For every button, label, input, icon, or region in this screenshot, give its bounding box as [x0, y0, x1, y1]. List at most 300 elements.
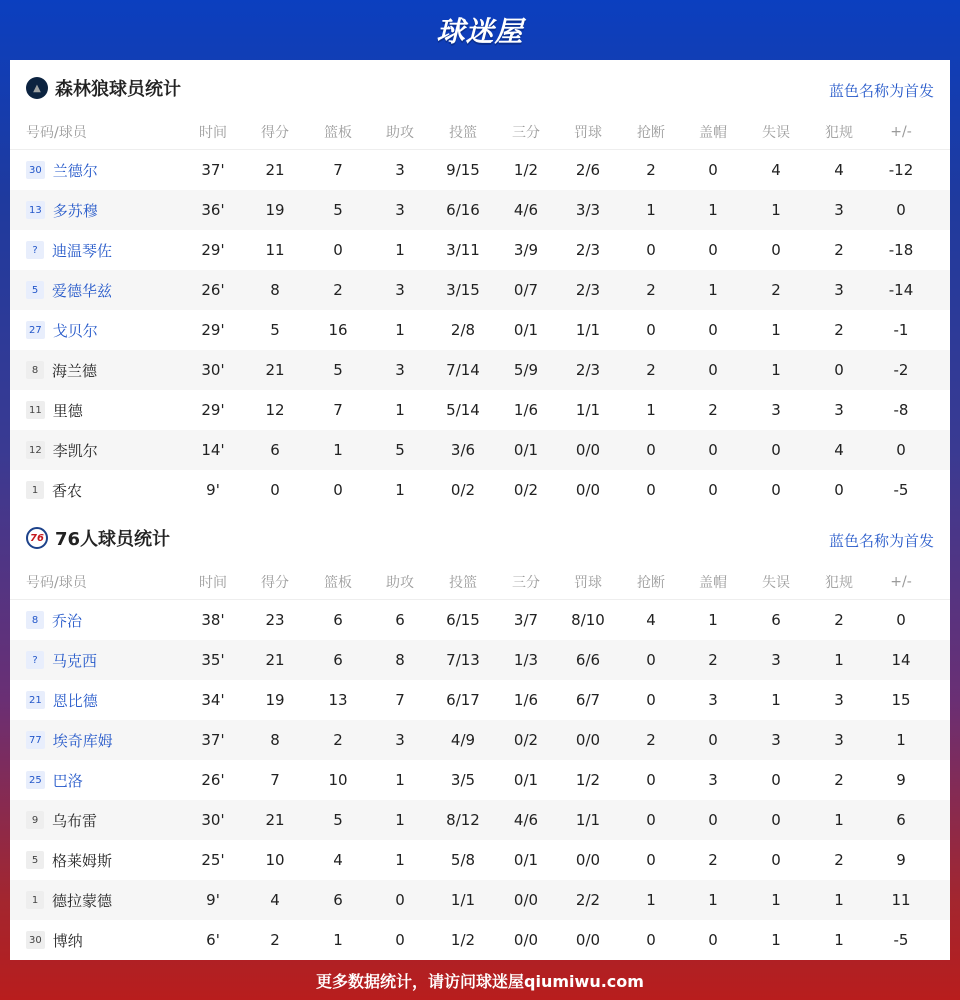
jersey-number-badge: 21 [26, 691, 45, 709]
stat-cell: 2 [646, 361, 656, 379]
team-section-sixers [10, 510, 950, 960]
stat-cell: 0 [646, 851, 656, 869]
player-name: 格莱姆斯 [52, 851, 113, 870]
stat-cell: 3 [771, 651, 781, 669]
player-row[interactable] [10, 150, 950, 190]
stat-cell: 0/0 [513, 931, 539, 949]
stat-cell: 7 [395, 691, 405, 709]
stat-cell: 1/6 [513, 401, 539, 419]
stat-cell: 1 [395, 241, 405, 259]
stat-cell: 11 [891, 891, 911, 909]
stat-cell: 0/1 [513, 321, 539, 339]
stat-cell: 8 [270, 281, 280, 299]
stat-cell: 0 [708, 321, 718, 339]
player-rows [10, 150, 950, 510]
stat-cell: 2 [270, 931, 280, 949]
player-name[interactable]: 迪温琴佐 [52, 241, 113, 260]
stat-cell: 1/1 [575, 401, 601, 419]
player-name[interactable]: 戈贝尔 [52, 321, 98, 340]
stat-cell: 1 [395, 811, 405, 829]
player-row[interactable] [10, 390, 950, 430]
stat-cell: 0/0 [575, 441, 601, 459]
stat-cell: 29' [201, 241, 225, 259]
stat-cell: 2 [333, 731, 343, 749]
stat-cell: 0 [708, 361, 718, 379]
stat-cell: 1 [395, 851, 405, 869]
player-row[interactable] [10, 640, 950, 680]
stat-cell: 0 [834, 361, 844, 379]
stat-cell: 1 [708, 891, 718, 909]
column-header: 罚球 [574, 125, 602, 141]
starter-note: 蓝色名称为首发 [828, 532, 934, 550]
player-name[interactable]: 马克西 [52, 651, 98, 670]
column-header: 投篮 [449, 575, 477, 591]
stat-cell: 0 [646, 441, 656, 459]
stat-cell: 0 [646, 481, 656, 499]
stat-cell: 3/6 [450, 441, 476, 459]
player-name[interactable]: 爱德华兹 [52, 281, 113, 300]
jersey-number-badge: 5 [26, 281, 44, 299]
stat-cell: 0 [270, 481, 280, 499]
player-cell [26, 880, 196, 920]
stat-cell: 4 [834, 161, 844, 179]
stat-cell: 0 [646, 321, 656, 339]
stat-cell: 1 [834, 651, 844, 669]
sixers-logo-icon: 76 [26, 527, 48, 549]
stat-cell: 35' [201, 651, 225, 669]
stat-cell: 3 [395, 731, 405, 749]
jersey-number-badge: 27 [26, 321, 45, 339]
column-header: 罚球 [574, 575, 602, 591]
stat-cell: 9/15 [446, 161, 480, 179]
stat-cell: 0 [896, 611, 906, 629]
stat-cell: 1/1 [450, 891, 476, 909]
player-cell [26, 800, 196, 840]
stat-cell: 1 [771, 931, 781, 949]
stat-cell: 8/10 [571, 611, 605, 629]
team-title: 76人球员统计 [55, 529, 171, 550]
stat-cell: 36' [201, 201, 225, 219]
player-row[interactable] [10, 880, 950, 920]
player-cell [26, 430, 196, 470]
stat-cell: 14' [201, 441, 225, 459]
stat-cell: 1/2 [575, 771, 601, 789]
stat-cell: 1 [834, 931, 844, 949]
stat-cell: 8 [270, 731, 280, 749]
column-header: 投篮 [449, 125, 477, 141]
player-row[interactable] [10, 680, 950, 720]
stat-cell: 2 [708, 651, 718, 669]
player-name: 博纳 [52, 931, 83, 950]
stat-cell: 0/0 [513, 891, 539, 909]
stat-cell: 1/1 [575, 811, 601, 829]
stat-cell: 2 [646, 161, 656, 179]
stat-cell: 0 [896, 441, 906, 459]
stat-cell: 3 [834, 201, 844, 219]
stat-cell: 0 [646, 651, 656, 669]
stat-cell: 21 [265, 811, 285, 829]
stat-cell: 6 [333, 611, 343, 629]
player-cell [26, 230, 196, 270]
stat-cell: 9 [896, 851, 906, 869]
player-row[interactable] [10, 270, 950, 310]
stat-cell: 5 [333, 201, 343, 219]
stat-cell: 1/1 [575, 321, 601, 339]
stat-cell: 6 [333, 651, 343, 669]
stat-cell: -18 [888, 241, 914, 259]
stat-cell: 0 [333, 481, 343, 499]
stat-cell: 13 [328, 691, 348, 709]
stat-cell: 37' [201, 161, 225, 179]
team-title: 森林狼球员统计 [55, 79, 181, 100]
player-name[interactable]: 埃奇库姆 [52, 731, 113, 750]
jersey-number-badge: 5 [26, 851, 44, 869]
stat-cell: 2 [834, 611, 844, 629]
stat-cell: 3 [834, 281, 844, 299]
column-header: 抢断 [637, 575, 665, 591]
player-row[interactable] [10, 190, 950, 230]
stat-cell: 4 [646, 611, 656, 629]
stat-cell: 2 [834, 771, 844, 789]
stat-cell: 37' [201, 731, 225, 749]
team-header [10, 510, 950, 565]
stat-cell: 6' [206, 931, 220, 949]
footer-banner [0, 960, 960, 1000]
stat-cell: 4 [270, 891, 280, 909]
stat-cell: 26' [201, 771, 225, 789]
player-name[interactable]: 乔治 [52, 611, 83, 630]
player-name[interactable]: 恩比德 [52, 691, 98, 710]
stat-cell: 26' [201, 281, 225, 299]
stat-cell: 1 [395, 481, 405, 499]
stat-cell: 0/2 [513, 481, 539, 499]
column-header: 犯规 [825, 125, 853, 141]
stat-cell: 2/3 [575, 361, 601, 379]
stat-cell: 0 [896, 201, 906, 219]
stat-cell: 0 [395, 931, 405, 949]
stat-cell: 0 [708, 811, 718, 829]
stat-cell: 3/3 [575, 201, 601, 219]
stat-cell: 4/6 [513, 811, 539, 829]
stat-cell: 6/7 [575, 691, 601, 709]
stat-cell: 0 [771, 811, 781, 829]
jersey-number-badge: 11 [26, 401, 45, 419]
stat-cell: 6 [270, 441, 280, 459]
jersey-number-badge: 8 [26, 361, 44, 379]
column-header: 篮板 [324, 575, 352, 591]
stat-cell: 1 [646, 401, 656, 419]
column-header: 失误 [762, 575, 790, 591]
player-name[interactable]: 多苏穆 [52, 201, 98, 220]
stat-cell: 0/7 [513, 281, 539, 299]
stat-cell: 3 [395, 161, 405, 179]
stat-cell: 9' [206, 481, 220, 499]
stat-cell: 0/0 [575, 731, 601, 749]
stat-cell: 0 [646, 241, 656, 259]
column-header-player: 号码/球员 [26, 575, 87, 591]
stat-cell: 3/9 [513, 241, 539, 259]
player-cell [26, 840, 196, 880]
column-header: 抢断 [637, 125, 665, 141]
stat-cell: 8 [395, 651, 405, 669]
stat-cell: 15 [891, 691, 911, 709]
stat-cell: 0 [708, 441, 718, 459]
stat-cell: -14 [888, 281, 914, 299]
stat-cell: 0 [646, 691, 656, 709]
jersey-number-badge: 13 [26, 201, 45, 219]
column-header: +/- [890, 124, 912, 140]
stat-cell: 7 [333, 401, 343, 419]
stat-cell: 1 [771, 321, 781, 339]
stat-cell: 0 [771, 771, 781, 789]
stat-cell: 0/0 [575, 931, 601, 949]
player-cell [26, 310, 196, 350]
column-header: +/- [890, 574, 912, 590]
jersey-number-badge: 25 [26, 771, 45, 789]
stat-cell: 0 [708, 481, 718, 499]
stat-cell: 19 [265, 201, 285, 219]
stat-cell: 3/11 [446, 241, 480, 259]
player-row[interactable] [10, 350, 950, 390]
player-row[interactable] [10, 230, 950, 270]
player-row[interactable] [10, 920, 950, 960]
stat-cell: 1/6 [513, 691, 539, 709]
stat-cell: 2 [646, 281, 656, 299]
stat-cell: 0/1 [513, 771, 539, 789]
stat-cell: 7/13 [446, 651, 480, 669]
stat-cell: -8 [893, 401, 909, 419]
team-header [10, 60, 950, 115]
player-row[interactable] [10, 310, 950, 350]
stat-cell: 6/16 [446, 201, 480, 219]
stat-cell: 0 [771, 241, 781, 259]
stat-cell: 1 [896, 731, 906, 749]
top-bar [0, 0, 960, 60]
column-header: 犯规 [825, 575, 853, 591]
stat-cell: 0/0 [575, 851, 601, 869]
stat-cell: 3 [395, 361, 405, 379]
stat-cell: 1 [834, 811, 844, 829]
stat-cell: 2/2 [575, 891, 601, 909]
player-cell [26, 600, 196, 640]
stat-cell: 1 [771, 201, 781, 219]
stat-cell: 5/9 [513, 361, 539, 379]
jersey-number-badge: 30 [26, 931, 45, 949]
stat-cell: 0 [646, 811, 656, 829]
stat-cell: 3 [708, 771, 718, 789]
stat-cell: 25' [201, 851, 225, 869]
stat-cell: 4 [771, 161, 781, 179]
stat-cell: 1 [708, 611, 718, 629]
stat-cell: 1 [395, 771, 405, 789]
stat-cell: 3/5 [450, 771, 476, 789]
stat-cell: 5/14 [446, 401, 480, 419]
stat-cell: 2 [646, 731, 656, 749]
player-cell [26, 270, 196, 310]
player-rows [10, 600, 950, 960]
stat-cell: 6 [333, 891, 343, 909]
stat-cell: 1 [646, 201, 656, 219]
player-cell [26, 470, 196, 510]
stat-cell: 3 [834, 691, 844, 709]
stat-cell: 1 [395, 401, 405, 419]
player-row[interactable] [10, 430, 950, 470]
player-cell [26, 720, 196, 760]
stat-cell: 2 [771, 281, 781, 299]
stat-cell: 2 [834, 851, 844, 869]
stat-cell: 29' [201, 401, 225, 419]
stat-cell: 11 [265, 241, 285, 259]
stat-cell: -12 [888, 161, 914, 179]
player-row[interactable] [10, 600, 950, 640]
player-row[interactable] [10, 800, 950, 840]
player-name: 乌布雷 [52, 811, 98, 830]
stat-cell: 10 [265, 851, 285, 869]
stat-cell: -1 [893, 321, 909, 339]
stat-cell: 23 [265, 611, 285, 629]
jersey-number-badge: 8 [26, 611, 44, 629]
player-row[interactable] [10, 720, 950, 760]
player-name[interactable]: 兰德尔 [52, 161, 98, 180]
starter-note: 蓝色名称为首发 [828, 82, 934, 100]
stat-cell: 1 [771, 891, 781, 909]
jersey-number-badge: ? [26, 241, 44, 259]
stat-cell: 6 [896, 811, 906, 829]
stat-cell: 2/3 [575, 281, 601, 299]
stat-cell: 3 [771, 731, 781, 749]
team-section-timberwolves [10, 60, 950, 510]
stat-cell: 1 [708, 281, 718, 299]
stat-cell: 0 [646, 771, 656, 789]
stat-cell: 0 [771, 851, 781, 869]
stat-cell: -5 [893, 481, 909, 499]
player-name: 里德 [52, 401, 83, 420]
player-name[interactable]: 巴洛 [52, 771, 83, 790]
player-cell [26, 150, 196, 190]
stat-cell: 1/2 [450, 931, 476, 949]
column-header: 得分 [261, 575, 289, 591]
stat-cell: 12 [265, 401, 285, 419]
stat-cell: 14 [891, 651, 911, 669]
stat-cell: 0 [708, 931, 718, 949]
stat-cell: 16 [328, 321, 348, 339]
stat-cell: -2 [893, 361, 909, 379]
stat-cell: 3/7 [513, 611, 539, 629]
stat-cell: 2/8 [450, 321, 476, 339]
stat-cell: 1 [395, 321, 405, 339]
jersey-number-badge: 77 [26, 731, 45, 749]
column-header: 时间 [199, 575, 227, 591]
stat-cell: 1/2 [513, 161, 539, 179]
stat-cell: 4 [834, 441, 844, 459]
player-cell [26, 920, 196, 960]
stat-cell: 6/6 [575, 651, 601, 669]
player-cell [26, 760, 196, 800]
stat-cell: 2 [333, 281, 343, 299]
stat-cell: 3 [708, 691, 718, 709]
stat-cell: 5 [395, 441, 405, 459]
column-header: 失误 [762, 125, 790, 141]
timberwolves-logo-icon: ▲ [26, 77, 48, 99]
player-cell [26, 680, 196, 720]
player-cell [26, 390, 196, 430]
stat-cell: 3 [834, 731, 844, 749]
stat-cell: 0 [646, 931, 656, 949]
column-header: 时间 [199, 125, 227, 141]
player-cell [26, 350, 196, 390]
stat-cell: 4/6 [513, 201, 539, 219]
stat-cell: 7 [270, 771, 280, 789]
jersey-number-badge: 1 [26, 891, 44, 909]
player-name: 李凯尔 [52, 441, 98, 460]
stat-cell: 2 [834, 241, 844, 259]
stats-panel [10, 60, 950, 960]
jersey-number-badge: 30 [26, 161, 45, 179]
stat-cell: 0/1 [513, 851, 539, 869]
stat-cell: 1 [834, 891, 844, 909]
column-header: 助攻 [386, 125, 414, 141]
stat-cell: 19 [265, 691, 285, 709]
table-header [10, 115, 950, 150]
player-cell [26, 640, 196, 680]
stat-cell: 0 [333, 241, 343, 259]
stat-cell: 29' [201, 321, 225, 339]
stat-cell: 30' [201, 811, 225, 829]
stat-cell: 3 [771, 401, 781, 419]
stat-cell: 4/9 [450, 731, 476, 749]
stat-cell: 5 [333, 361, 343, 379]
stat-cell: 21 [265, 361, 285, 379]
stat-cell: 21 [265, 161, 285, 179]
stat-cell: 0 [708, 241, 718, 259]
stat-cell: 0/2 [450, 481, 476, 499]
stat-cell: 0/1 [513, 441, 539, 459]
footer-text[interactable]: 更多数据统计，请访问球迷屋qiumiwu.com [316, 971, 644, 991]
column-header: 得分 [261, 125, 289, 141]
stat-cell: 2 [708, 401, 718, 419]
player-row[interactable] [10, 470, 950, 510]
column-header: 篮板 [324, 125, 352, 141]
stat-cell: 1 [333, 931, 343, 949]
stat-cell: 8/12 [446, 811, 480, 829]
stat-cell: 34' [201, 691, 225, 709]
stat-cell: -5 [893, 931, 909, 949]
stat-cell: 9' [206, 891, 220, 909]
stat-cell: 1 [771, 691, 781, 709]
player-name: 香农 [52, 481, 83, 500]
stat-cell: 0/2 [513, 731, 539, 749]
stat-cell: 3 [395, 201, 405, 219]
stat-cell: 1/3 [513, 651, 539, 669]
player-row[interactable] [10, 840, 950, 880]
stat-cell: 0 [771, 481, 781, 499]
column-header: 三分 [512, 125, 540, 141]
stat-cell: 0 [834, 481, 844, 499]
stat-cell: 0/0 [575, 481, 601, 499]
site-logo[interactable]: 球迷屋 [436, 15, 524, 48]
stat-cell: 9 [896, 771, 906, 789]
stat-cell: 0 [708, 161, 718, 179]
stat-cell: 4 [333, 851, 343, 869]
stat-cell: 6 [771, 611, 781, 629]
jersey-number-badge: ? [26, 651, 44, 669]
table-header [10, 565, 950, 600]
player-row[interactable] [10, 760, 950, 800]
player-name: 海兰德 [52, 361, 98, 380]
stat-cell: 38' [201, 611, 225, 629]
stat-cell: 5/8 [450, 851, 476, 869]
stat-cell: 3 [834, 401, 844, 419]
